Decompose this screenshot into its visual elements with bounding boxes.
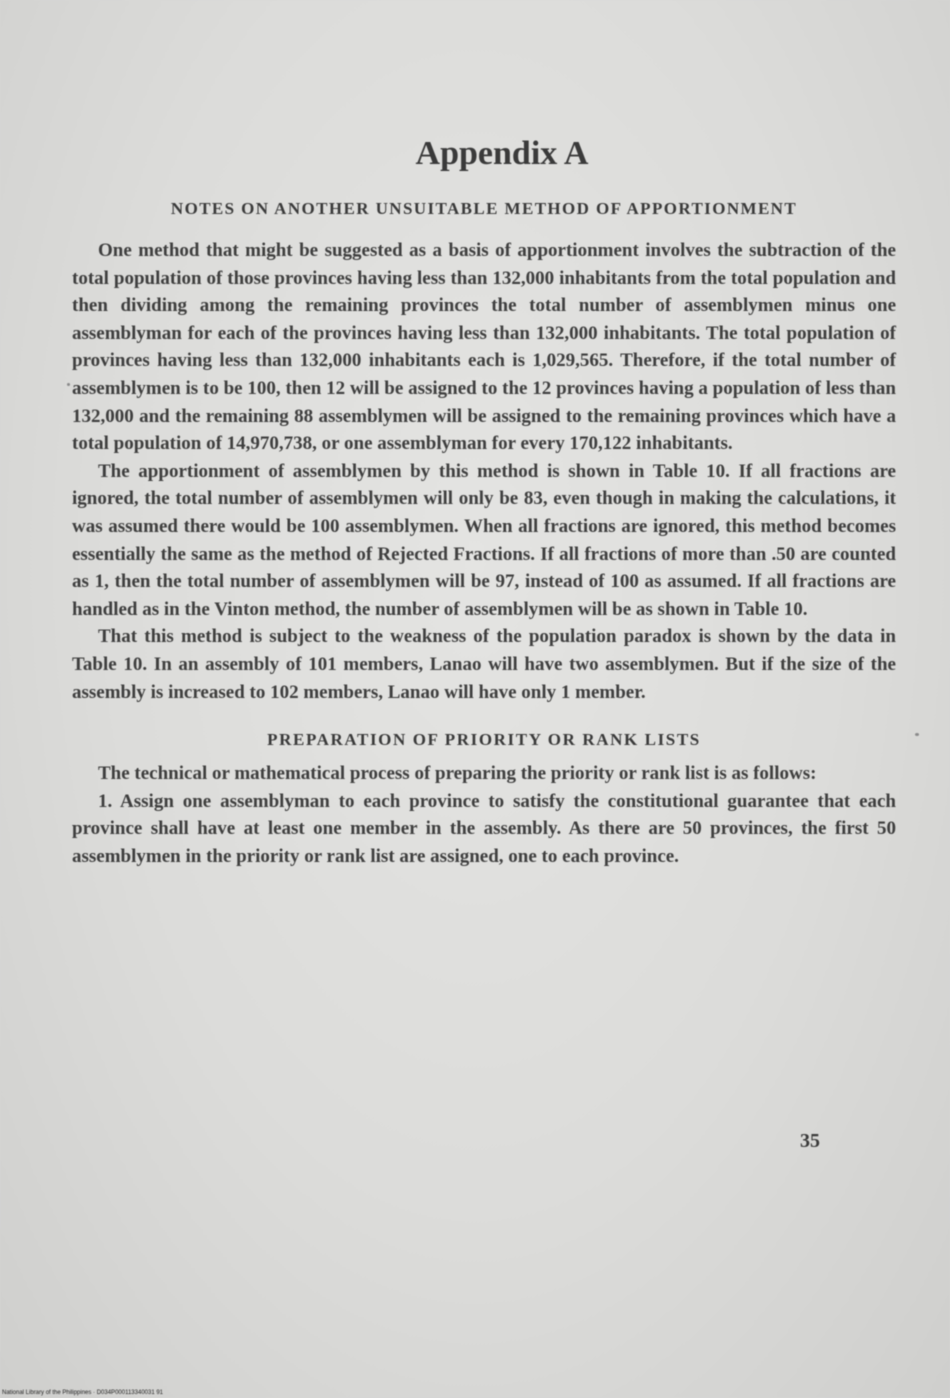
section-title-unsuitable-method: NOTES ON ANOTHER UNSUITABLE METHOD OF APPORTIONMENT xyxy=(170,199,798,218)
paragraph-table-10-apportionment: The apportionment of assemblymen by this method is shown in Table 10. If all fractions are ignored, the total number of assemblymen will only be 83, even though in making the calculations, it was assumed there would be 100 assemblymen. When all fractions are ignored, this method becomes essentially the same as the method of Rejected Fractions. If all fractions of more than .50 are counted as 1, then the total number of assemblymen will be 97, instead of 100 as assumed. If all fractions are handled as in the Vinton method, the number of assemblymen will be as shown in Table 10. xyxy=(72,460,896,620)
ink-speck xyxy=(915,733,919,736)
paragraph-process-intro: The technical or mathematical process of preparing the priority or rank list is as follows: xyxy=(98,763,817,785)
page-content xyxy=(72,135,896,870)
appendix-heading: Appendix A xyxy=(415,135,589,172)
ink-speck xyxy=(67,383,70,386)
library-credit-footer: National Library of the Philippines · D034P000113340031 91 xyxy=(2,1390,164,1396)
page-number: 35 xyxy=(800,1130,820,1152)
paragraph-step-1: 1. Assign one assemblyman to each province to satisfy the constitutional guarantee that each province shall have at least one member in the assembly. As there are 50 provinces, the first 50 assemblymen in the priority or rank list are assigned, one to each province. xyxy=(72,790,896,867)
paragraph-population-paradox: That this method is subject to the weakness of the population paradox is shown by the data in Table 10. In an assembly of 101 members, Lanao will have two assemblymen. But if the size of the assembly is increased to 102 members, Lanao will have only 1 member. xyxy=(72,626,896,703)
paragraph-method-description: One method that might be suggested as a basis of apportionment involves the subtraction of the total population of those provinces having less than 132,000 inhabitants from the total population and then dividing among the remaining provinces the total number of assemblymen minus one assemblyman for each of the provinces having less than 132,000 inhabitants. The total population of provinces having less than 132,000 inhabitants each is 1,029,565. Therefore, if the total number of assemblymen is to be 100, then 12 will be assigned to the 12 provinces having a population of less than 132,000 and the remaining 88 assemblymen will be assigned to the remaining provinces which have a total population of 14,970,738, or one assemblyman for every 170,122 inhabitants. xyxy=(72,240,896,455)
section-title-priority-lists: PREPARATION OF PRIORITY OR RANK LISTS xyxy=(267,730,701,750)
